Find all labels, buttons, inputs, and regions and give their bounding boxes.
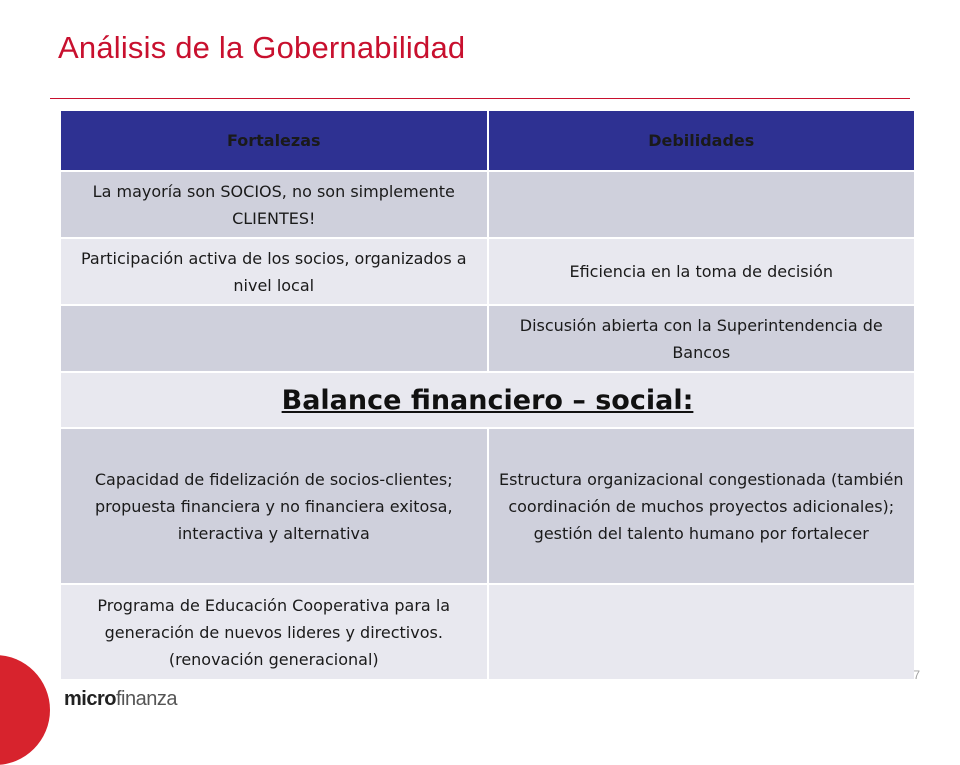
section-heading: Balance financiero – social: bbox=[60, 372, 915, 428]
slide-title: Análisis de la Gobernabilidad bbox=[58, 30, 466, 65]
table-row bbox=[60, 428, 915, 584]
table-row bbox=[60, 584, 915, 680]
logo-text-finanza: finanza bbox=[115, 688, 177, 710]
logo-text-micro: micro bbox=[64, 688, 116, 710]
fortaleza-cell bbox=[60, 305, 488, 372]
debilidad-cell: Eficiencia en la toma de decisión bbox=[488, 238, 916, 305]
debilidad-cell bbox=[488, 584, 916, 680]
fortaleza-cell: Participación activa de los socios, organizados a nivel local bbox=[60, 238, 488, 305]
swot-table bbox=[59, 109, 916, 681]
header-debilidades: Debilidades bbox=[488, 110, 916, 171]
title-divider bbox=[50, 98, 910, 99]
section-row bbox=[60, 372, 915, 428]
fortaleza-cell: Programa de Educación Cooperativa para la generación de nuevos lideres y directivos. (renovación generacional) bbox=[60, 584, 488, 680]
brand-logo bbox=[64, 688, 177, 711]
brand-circle-icon bbox=[0, 655, 50, 765]
debilidad-cell: Estructura organizacional congestionada (también coordinación de muchos proyectos adicionales); gestión del talento humano por fortalecer bbox=[488, 428, 916, 584]
table-row bbox=[60, 171, 915, 238]
debilidad-cell bbox=[488, 171, 916, 238]
header-fortalezas: Fortalezas bbox=[60, 110, 488, 171]
page-number: 7 bbox=[913, 668, 920, 682]
table-row bbox=[60, 305, 915, 372]
table-row bbox=[60, 238, 915, 305]
fortaleza-cell: La mayoría son SOCIOS, no son simplemente CLIENTES! bbox=[60, 171, 488, 238]
fortaleza-cell: Capacidad de fidelización de socios-clientes; propuesta financiera y no financiera exitosa, interactiva y alternativa bbox=[60, 428, 488, 584]
debilidad-cell: Discusión abierta con la Superintendencia de Bancos bbox=[488, 305, 916, 372]
